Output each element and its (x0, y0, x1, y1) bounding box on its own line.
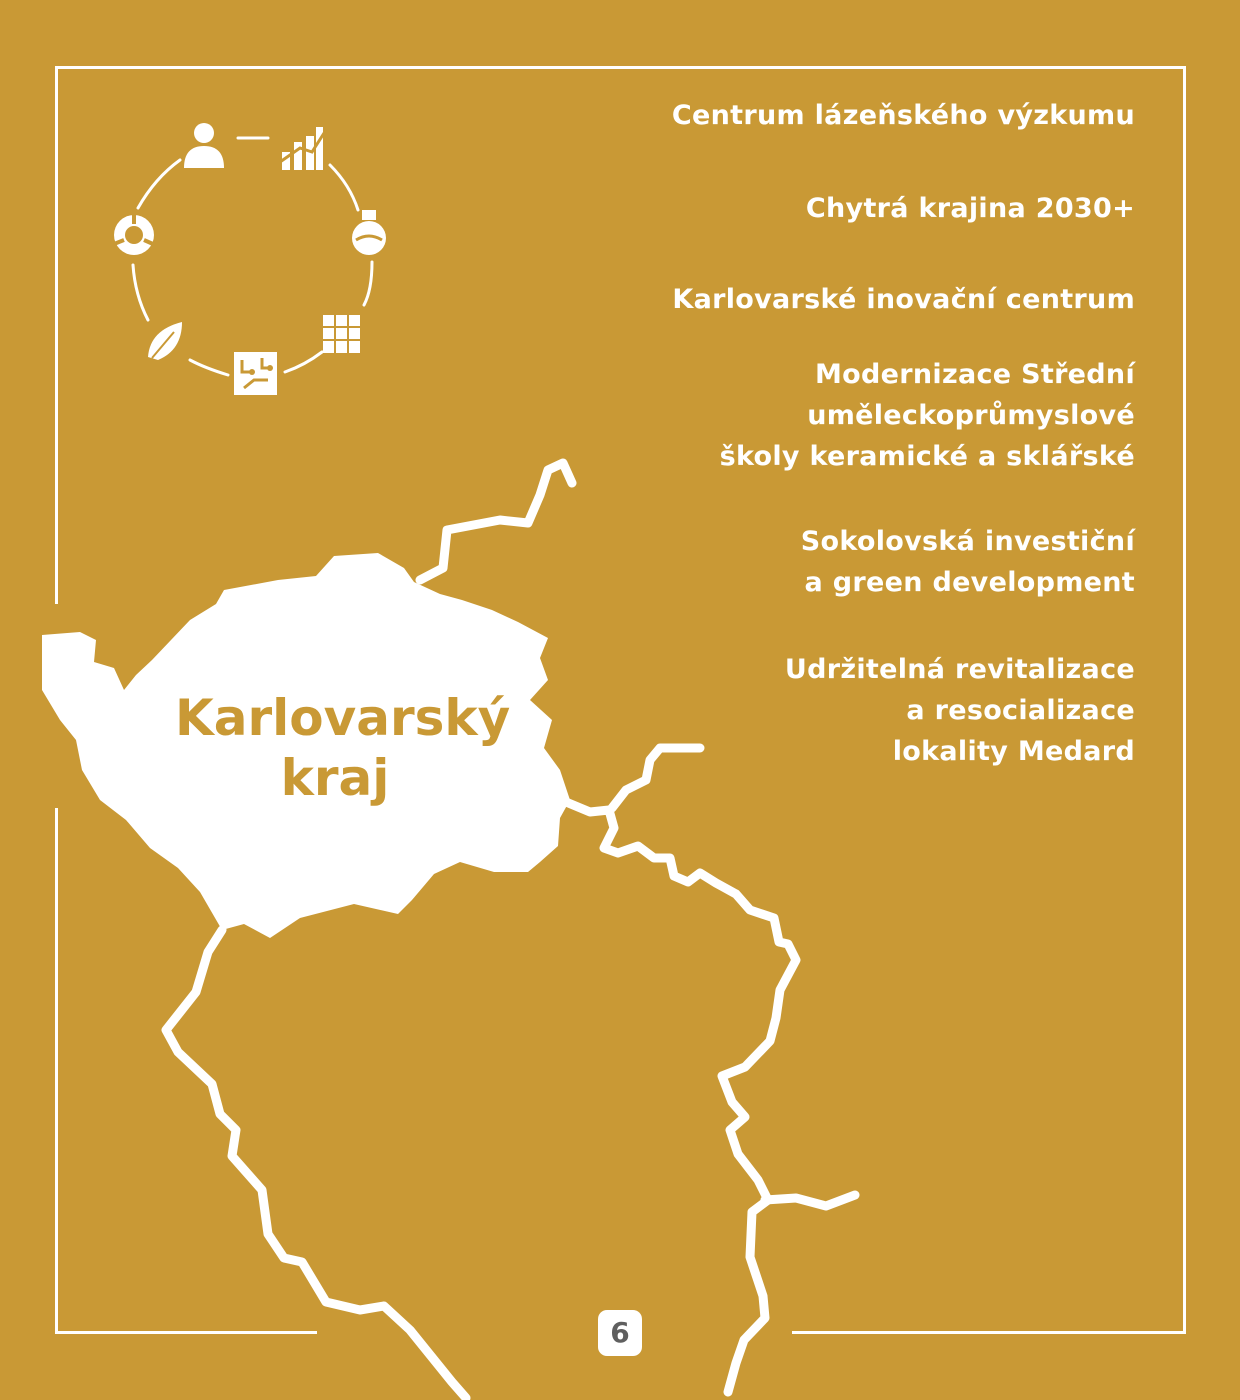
project-list (495, 95, 1135, 772)
page-number: 6 (598, 1310, 642, 1356)
project-item: Modernizace Střední uměleckoprůmyslové školy keramické a sklářské (719, 359, 1135, 472)
flask-icon (352, 210, 386, 255)
project-item: Sokolovská investiční a green development (800, 526, 1135, 598)
circuit-board-icon (234, 352, 277, 395)
cycle-icon (114, 212, 154, 255)
project-item: Udržitelná revitalizace a resocializace lokality Medard (784, 654, 1135, 767)
region-label: Karlovarský kraj (175, 689, 511, 807)
project-item: Centrum lázeňského výzkumu (671, 100, 1135, 131)
grid-blocks-icon (323, 315, 360, 353)
project-item: Chytrá krajina 2030+ (805, 193, 1135, 224)
project-item: Karlovarské inovační centrum (672, 284, 1135, 315)
person-icon (184, 123, 224, 168)
growth-chart-icon (280, 127, 326, 170)
leaf-icon (148, 322, 182, 360)
